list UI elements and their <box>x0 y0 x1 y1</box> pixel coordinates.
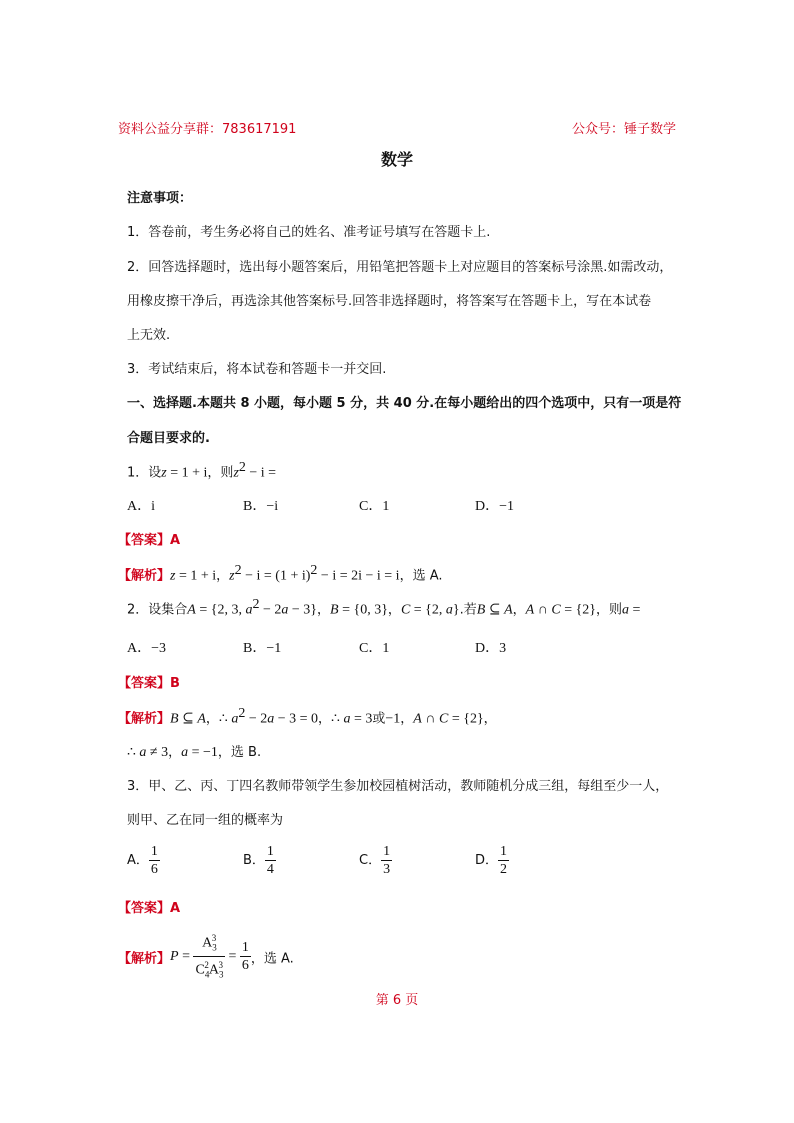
page-footer: 第 6 页 <box>375 993 419 1008</box>
q1-answer: 【答案】A <box>118 533 181 548</box>
notice-item-2-line1: 2．回答选择题时，选出每小题答案后，用铅笔把答题卡上对应题目的答案标号涂黑.如需改动， <box>127 260 673 275</box>
q2-analysis-line2: ∴ a ≠ 3，a = −1，选 B. <box>127 745 262 760</box>
q2-answer: 【答案】B <box>118 676 180 691</box>
q3-option-b: B． $\frac{1}{4}$ <box>243 844 274 877</box>
section-heading-line2: 合题目要求的. <box>127 431 210 446</box>
q1-analysis: 【解析】z = 1 + i，$z^2 - i = (1 + i)^2 - i = 2i - i = i$，选 A. <box>118 563 443 584</box>
q2-option-d: D．3 <box>475 641 507 656</box>
q2-analysis-line1: 【解析】B ⊆ A，∴ $a^2 - 2a - 3 = 0$，∴ a = 3或−1，A ∩ C = {2}， <box>118 706 497 727</box>
q2-option-a: A．−3 <box>127 641 167 656</box>
q1-option-b: B．−i <box>243 499 279 514</box>
notice-item-2-line2: 用橡皮擦干净后，再选涂其他答案标号.回答非选择题时，将答案写在答题卡上，写在本试卷 <box>127 294 652 309</box>
question-2: 2．设集合A = {2, 3, $a^2 - 2a - 3$}，B = {0, 3}，C = {2, a}.若B ⊆ A，A ∩ C = {2}，则a = <box>127 597 641 618</box>
question-3-line2: 则甲、乙在同一组的概率为 <box>127 813 284 828</box>
q2-option-b: B．−1 <box>243 641 282 656</box>
q3-answer: 【答案】A <box>118 901 181 916</box>
q3-analysis: 【解析】P = $\frac{A_3^3}{C_4^2A_3^3}$ = $\frac{1}{6}$ ，选 A. <box>118 930 294 984</box>
header-left: 资料公益分享群：783617191 <box>118 122 297 137</box>
question-1: 1．设z = 1 + i，则$z^2 - i$ = <box>127 460 277 481</box>
q1-option-d: D．−1 <box>475 499 515 514</box>
section-heading-line1: 一、选择题.本题共 8 小题，每小题 5 分，共 40 分.在每小题给出的四个选项中，只有一项是符 <box>127 396 682 411</box>
notice-item-3: 3．考试结束后，将本试卷和答题卡一并交回. <box>127 362 387 377</box>
page-title: 数学 <box>380 150 413 169</box>
q3-option-c: C． $\frac{1}{3}$ <box>359 844 391 877</box>
notice-heading: 注意事项： <box>127 191 193 206</box>
q2-option-c: C．1 <box>359 641 390 656</box>
question-3-line1: 3．甲、乙、丙、丁四名教师带领学生参加校园植树活动，教师随机分成三组，每组至少一人， <box>127 779 669 794</box>
q1-option-a: A．i <box>127 499 155 514</box>
q1-option-c: C．1 <box>359 499 390 514</box>
q3-option-a: A． $\frac{1}{6}$ <box>127 844 158 877</box>
notice-item-1: 1．答卷前，考生务必将自己的姓名、准考证号填写在答题卡上. <box>127 225 491 240</box>
q3-option-d: D． $\frac{1}{2}$ <box>475 844 508 877</box>
header-right: 公众号：锤子数学 <box>571 122 676 137</box>
notice-item-2-line3: 上无效. <box>127 328 171 343</box>
